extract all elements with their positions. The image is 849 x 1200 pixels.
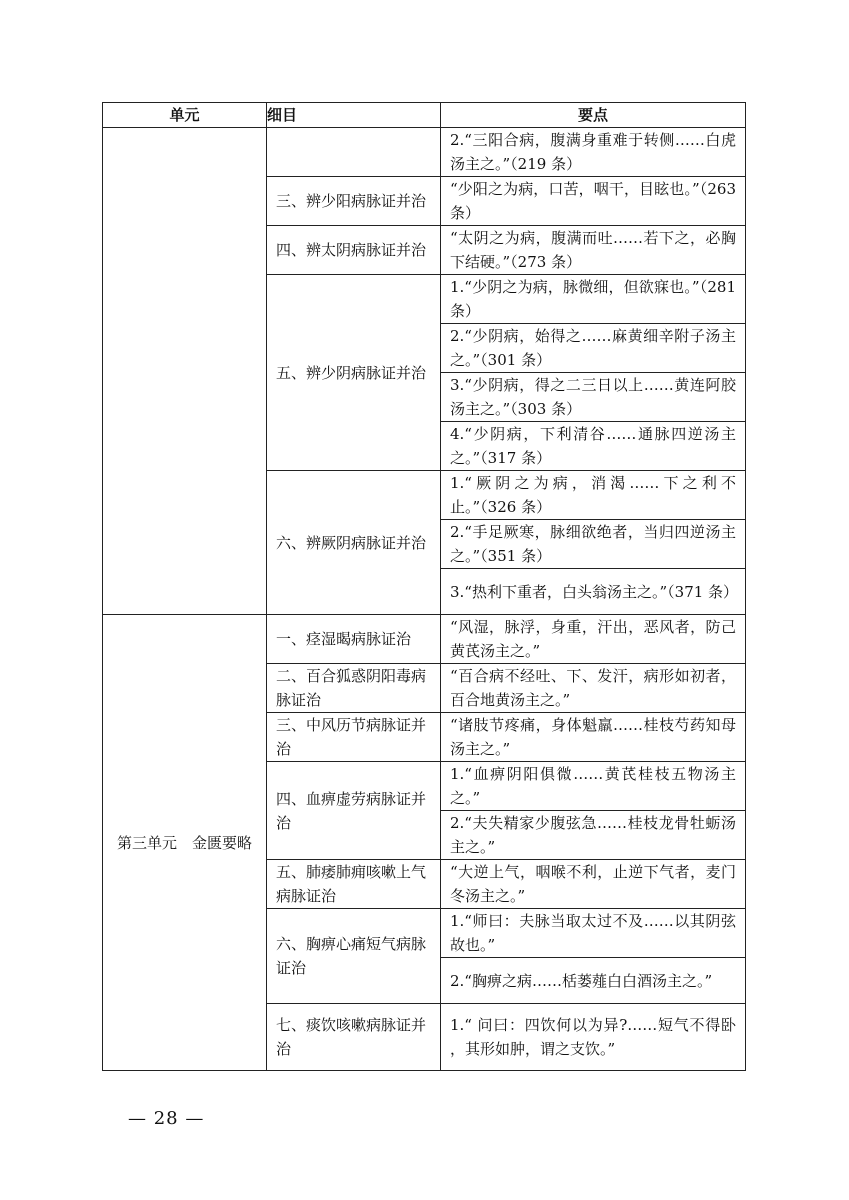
item-cell: 四、辨太阴病脉证并治 xyxy=(267,226,441,275)
point-cell: 2.“少阴病，始得之……麻黄细辛附子汤主之。”（301 条） xyxy=(441,324,746,373)
point-cell: 1.“师曰：夫脉当取太过不及……以其阴弦故也。” xyxy=(441,909,746,958)
point-cell: 3.“少阴病，得之二三日以上……黄连阿胶汤主之。”（303 条） xyxy=(441,373,746,422)
item-cell: 六、辨厥阴病脉证并治 xyxy=(267,471,441,615)
table-row xyxy=(103,615,746,664)
item-cell: 三、辨少阳病脉证并治 xyxy=(267,177,441,226)
item-cell: 二、百合狐惑阴阳毒病脉证治 xyxy=(267,664,441,713)
point-cell: “太阴之为病，腹满而吐……若下之，必胸下结硬。”（273 条） xyxy=(441,226,746,275)
point-cell: 1.“厥阴之为病，消渴……下之利不止。”（326 条） xyxy=(441,471,746,520)
unit-cell-continued xyxy=(103,128,267,615)
point-cell: “大逆上气，咽喉不利，止逆下气者，麦门冬汤主之。” xyxy=(441,860,746,909)
page-number: — 28 — xyxy=(128,1108,205,1129)
syllabus-table xyxy=(102,102,746,1071)
header-point: 要点 xyxy=(441,103,746,128)
point-cell: 1.“血痹阴阳俱微……黄芪桂枝五物汤主之。” xyxy=(441,762,746,811)
table-row xyxy=(103,128,746,177)
item-cell: 五、肺痿肺痈咳嗽上气病脉证治 xyxy=(267,860,441,909)
point-cell: 1.“少阴之为病，脉微细，但欲寐也。”（281 条） xyxy=(441,275,746,324)
item-cell: 三、中风历节病脉证并治 xyxy=(267,713,441,762)
point-cell: 2.“胸痹之病……栝蒌薤白白酒汤主之。” xyxy=(441,958,746,1004)
item-cell: 六、胸痹心痛短气病脉证治 xyxy=(267,909,441,1004)
item-cell: 七、痰饮咳嗽病脉证并治 xyxy=(267,1004,441,1071)
unit-cell: 第三单元 金匮要略 xyxy=(103,615,267,1071)
point-cell: 2.“三阳合病，腹满身重难于转侧……白虎汤主之。”（219 条） xyxy=(441,128,746,177)
item-cell: 一、痉湿暍病脉证治 xyxy=(267,615,441,664)
point-cell: 3.“热利下重者，白头翁汤主之。”（371 条） xyxy=(441,569,746,615)
header-item: 细目 xyxy=(267,103,441,128)
point-cell: “少阳之为病，口苦，咽干，目眩也。”（263 条） xyxy=(441,177,746,226)
point-cell: “百合病不经吐、下、发汗，病形如初者，百合地黄汤主之。” xyxy=(441,664,746,713)
point-cell: “风湿，脉浮，身重，汗出，恶风者，防己黄芪汤主之。” xyxy=(441,615,746,664)
table-header-row xyxy=(103,103,746,128)
point-cell: 1.“ 问曰：四饮何以为异?……短气不得卧 ，其形如肿，谓之支饮。” xyxy=(441,1004,746,1071)
item-cell-empty xyxy=(267,128,441,177)
item-cell: 四、血痹虚劳病脉证并治 xyxy=(267,762,441,860)
item-cell: 五、辨少阴病脉证并治 xyxy=(267,275,441,471)
header-unit: 单元 xyxy=(103,103,267,128)
point-cell: 2.“夫失精家少腹弦急……桂枝龙骨牡蛎汤主之。” xyxy=(441,811,746,860)
point-cell: “诸肢节疼痛，身体魁羸……桂枝芍药知母汤主之。” xyxy=(441,713,746,762)
point-cell: 2.“手足厥寒，脉细欲绝者，当归四逆汤主之。”（351 条） xyxy=(441,520,746,569)
point-cell: 4.“少阴病，下利清谷……通脉四逆汤主之。”（317 条） xyxy=(441,422,746,471)
